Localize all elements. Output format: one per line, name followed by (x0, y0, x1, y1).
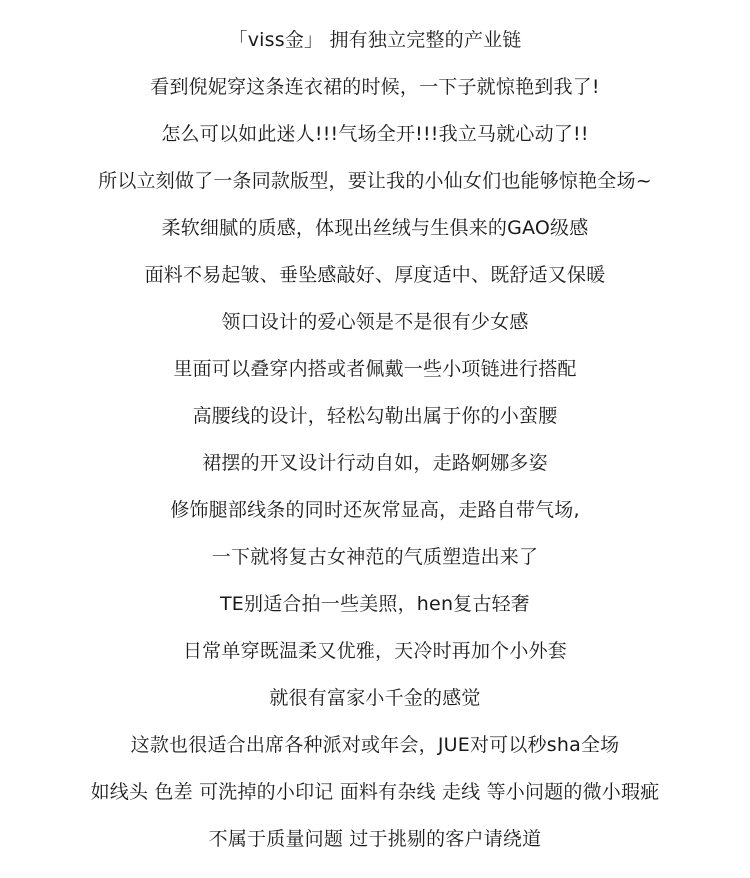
text-line: 就很有富家小千金的感觉 (269, 687, 481, 709)
text-line: 怎么可以如此迷人!!!气场全开!!!我立马就心动了!! (161, 123, 589, 145)
text-line: 面料不易起皱、垂坠感敲好、厚度适中、既舒适又保暖 (144, 264, 606, 286)
text-line: 柔软细腻的质感，体现出丝绒与生俱来的GAO级感 (161, 217, 589, 239)
product-description (0, 17, 750, 863)
text-line: 高腰线的设计，轻松勾勒出属于你的小蛮腰 (192, 405, 558, 427)
text-line: 「viss金」 拥有独立完整的产业链 (228, 29, 522, 51)
text-line: 日常单穿既温柔又优雅，天冷时再加个小外套 (182, 640, 567, 662)
text-line: 裙摆的开叉设计行动自如，走路婀娜多姿 (202, 452, 548, 474)
text-line: 这款也很适合出席各种派对或年会，JUE对可以秒sha全场 (130, 734, 620, 756)
text-line: TE别适合拍一些美照，hen复古轻奢 (220, 593, 530, 615)
text-line: 所以立刻做了一条同款版型，要让我的小仙女们也能够惊艳全场~ (98, 170, 652, 192)
text-line: 里面可以叠穿内搭或者佩戴一些小项链进行搭配 (173, 358, 577, 380)
text-line: 一下就将复古女神范的气质塑造出来了 (211, 546, 539, 568)
text-line: 看到倪妮穿这条连衣裙的时候，一下子就惊艳到我了! (150, 76, 600, 98)
text-line: 领口设计的爱心领是不是很有少女感 (221, 311, 529, 333)
text-line: 修饰腿部线条的同时还灰常显高，走路自带气场, (170, 499, 580, 521)
text-line: 如线头 色差 可洗掉的小印记 面料有杂线 走线 等小问题的微小瑕疵 (90, 781, 660, 803)
text-line: 不属于质量问题 过于挑剔的客户请绕道 (208, 828, 542, 850)
